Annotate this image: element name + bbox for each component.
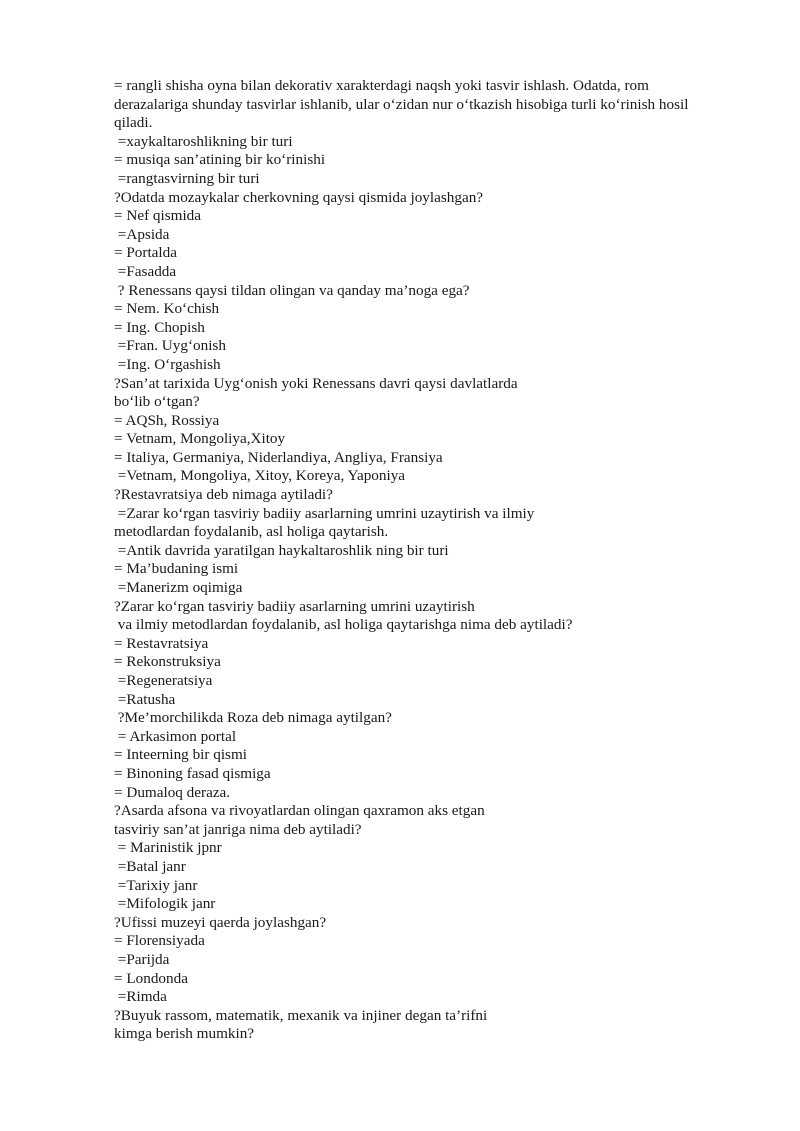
text-line: va ilmiy metodlardan foydalanib, asl holiga qaytarishga nima deb aytiladi?: [114, 616, 573, 634]
text-line: tasviriy san’at janriga nima deb aytiladi?: [114, 820, 362, 838]
text-line: ?San’at tarixida Uyg‘onish yoki Renessans davri qaysi davlatlarda: [114, 374, 518, 392]
text-line: =Fasadda: [114, 262, 177, 280]
text-line: =Regeneratsiya: [114, 672, 213, 689]
text-line: =Apsida: [114, 225, 170, 243]
text-line: =Ratusha: [114, 690, 176, 708]
text-line: = Londonda: [114, 969, 188, 987]
text-line: =Parijda: [114, 950, 170, 968]
text-line: ?Ufissi muzeyi qaerda joylashgan?: [114, 913, 327, 931]
text-line: = rangli shisha oyna bilan dekorativ xarakterdagi naqsh yoki tasvir ishlash. Odatda, rom: [114, 77, 649, 94]
text-line: = musiqa san’atining bir ko‘rinishi: [114, 151, 326, 169]
text-line: derazalariga shunday tasvirlar ishlanib, ular o‘zidan nur o‘tkazish hisobiga turli ko‘rinish hosil: [114, 95, 689, 113]
text-line: ?Buyuk rassom, matematik, mexanik va injiner degan ta’rifni: [114, 1006, 488, 1024]
text-line: =Tarixiy janr: [114, 876, 198, 894]
text-line: = AQSh, Rossiya: [114, 411, 220, 429]
text-line: =xaykaltaroshlikning bir turi: [114, 132, 293, 150]
text-line: = Arkasimon portal: [114, 727, 237, 745]
text-line: =Ing. O‘rgashish: [114, 355, 221, 373]
document-text: [114, 77, 734, 1044]
text-line: ?Asarda afsona va rivoyatlardan olingan qaxramon aks etgan: [114, 802, 485, 820]
text-line: =Fran. Uyg‘onish: [114, 337, 226, 355]
text-line: = Ing. Chopish: [114, 318, 205, 336]
text-line: kimga berish mumkin?: [114, 1025, 255, 1043]
text-line: =Batal janr: [114, 857, 186, 875]
text-line: ?Me’morchilikda Roza deb nimaga aytilgan?: [114, 709, 392, 727]
text-line: = Dumaloq deraza.: [114, 783, 231, 801]
text-line: = Nem. Ko‘chish: [114, 300, 220, 318]
text-line: = Nef qismida: [114, 207, 202, 225]
text-line: = Inteerning bir qismi: [114, 746, 247, 764]
text-line: = Restavratsiya: [114, 634, 209, 652]
text-line: =Mifologik janr: [114, 895, 216, 913]
text-line: = Vetnam, Mongoliya,Xitoy: [114, 430, 286, 448]
text-line: = Florensiyada: [114, 932, 205, 950]
text-line: =rangtasvirning bir turi: [114, 169, 260, 187]
text-line: = Binoning fasad qismiga: [114, 764, 271, 782]
text-line: ?Restavratsiya deb nimaga aytiladi?: [114, 486, 333, 504]
text-line: ?Odatda mozaykalar cherkovning qaysi qismida joylashgan?: [114, 188, 484, 206]
text-line: =Vetnam, Mongoliya, Xitoy, Koreya, Yaponiya: [114, 467, 406, 485]
text-line: metodlardan foydalanib, asl holiga qaytarish.: [114, 523, 389, 541]
text-line: ?Zarar ko‘rgan tasviriy badiiy asarlarning umrini uzaytirish: [114, 597, 475, 615]
text-line: = Portalda: [114, 244, 177, 262]
text-line: =Zarar ko‘rgan tasviriy badiiy asarlarning umrini uzaytirish va ilmiy: [114, 504, 535, 522]
text-line: =Manerizm oqimiga: [114, 579, 243, 597]
text-line: = Marinistik jpnr: [114, 839, 222, 857]
text-line: = Italiya, Germaniya, Niderlandiya, Angliya, Fransiya: [114, 448, 443, 466]
text-line: ? Renessans qaysi tildan olingan va qanday ma’noga ega?: [114, 281, 470, 299]
text-line: qiladi.: [114, 114, 153, 132]
text-line: =Antik davrida yaratilgan haykaltaroshlik ning bir turi: [114, 541, 449, 559]
text-line: =Rimda: [114, 988, 167, 1006]
text-line: bo‘lib o‘tgan?: [114, 393, 200, 411]
text-line: = Rekonstruksiya: [114, 653, 221, 671]
text-line: = Ma’budaning ismi: [114, 560, 239, 578]
